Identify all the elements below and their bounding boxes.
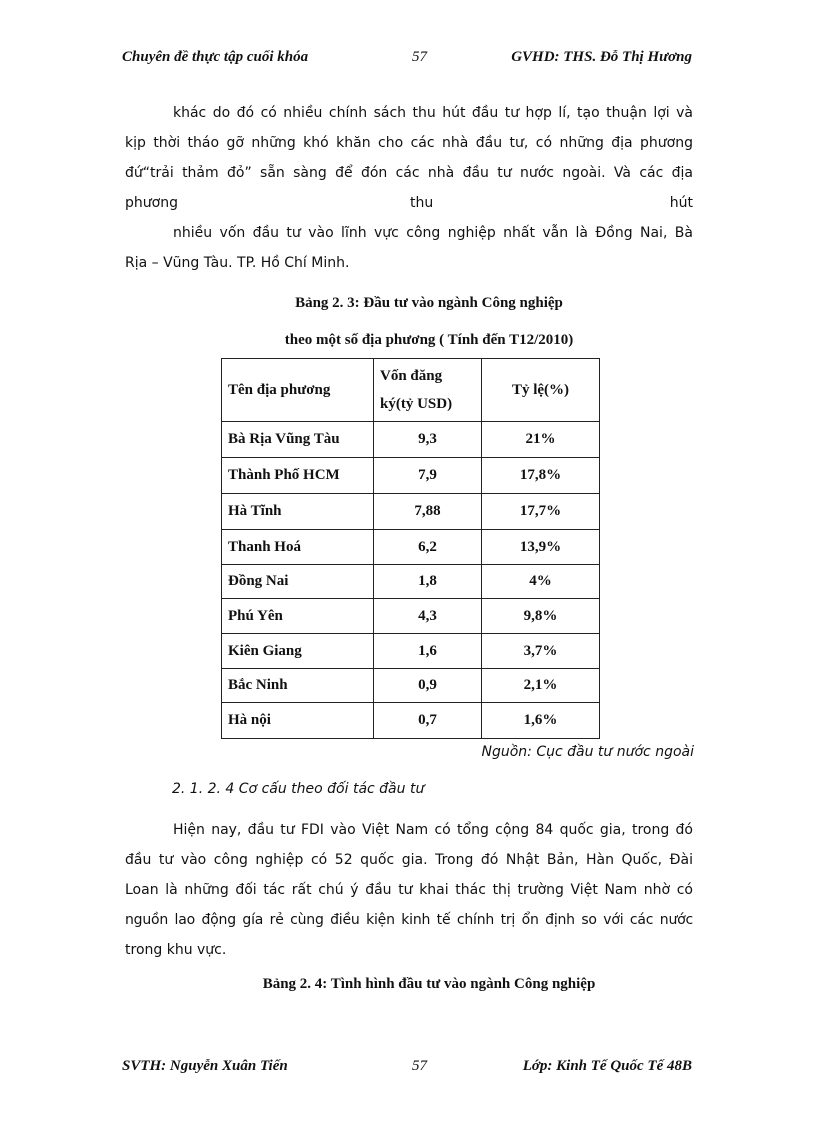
investment-by-province-table bbox=[221, 358, 600, 739]
paragraph-intro bbox=[125, 98, 693, 278]
text-line: Loan là những đối tác rất chú ý đầu tư khai thác thị trường Việt Nam nhờ có bbox=[125, 882, 693, 898]
column-header-capital-line1: Vốn đăng bbox=[380, 368, 443, 384]
cell-province: Phú Yên bbox=[222, 599, 374, 634]
table-row bbox=[222, 422, 600, 458]
cell-ratio: 4% bbox=[482, 565, 600, 599]
header-report-title: Chuyên đề thực tập cuối khóa bbox=[122, 49, 309, 65]
column-header-ratio: Tỷ lệ(%) bbox=[482, 359, 600, 422]
table-row bbox=[222, 458, 600, 494]
cell-capital: 9,3 bbox=[374, 422, 482, 458]
page-header bbox=[122, 49, 692, 71]
cell-capital: 0,9 bbox=[374, 669, 482, 703]
cell-capital: 4,3 bbox=[374, 599, 482, 634]
column-header-capital-line2: ký(tỷ USD) bbox=[380, 396, 453, 412]
cell-ratio: 1,6% bbox=[482, 703, 600, 739]
table1-source: Nguồn: Cục đầu tư nước ngoài bbox=[481, 744, 694, 760]
column-header-province: Tên địa phương bbox=[222, 359, 374, 422]
table-header-row bbox=[222, 359, 600, 422]
cell-province: Đồng Nai bbox=[222, 565, 374, 599]
section-heading: 2. 1. 2. 4 Cơ cấu theo đối tác đầu tư bbox=[172, 781, 425, 797]
cell-capital: 6,2 bbox=[374, 530, 482, 565]
cell-capital: 7,9 bbox=[374, 458, 482, 494]
cell-province: Bắc Ninh bbox=[222, 669, 374, 703]
table-row bbox=[222, 703, 600, 739]
table2-caption: Bảng 2. 4: Tình hình đầu tư vào ngành Công nghiệp bbox=[262, 976, 596, 992]
table-row bbox=[222, 669, 600, 703]
column-header-capital bbox=[374, 359, 482, 422]
paragraph-partners bbox=[125, 815, 693, 965]
text-line: trong khu vực. bbox=[125, 942, 227, 958]
cell-ratio: 2,1% bbox=[482, 669, 600, 703]
cell-capital: 0,7 bbox=[374, 703, 482, 739]
table-row bbox=[222, 634, 600, 669]
footer-student: SVTH: Nguyễn Xuân Tiến bbox=[122, 1058, 288, 1074]
word: hút bbox=[669, 195, 693, 211]
footer-class: Lớp: Kinh Tế Quốc Tế 48B bbox=[522, 1058, 692, 1074]
cell-province: Hà Tĩnh bbox=[222, 494, 374, 530]
cell-ratio: 17,8% bbox=[482, 458, 600, 494]
text-line-spread bbox=[125, 188, 693, 218]
table-row bbox=[222, 565, 600, 599]
footer-page-number: 57 bbox=[412, 1058, 427, 1074]
cell-province: Thành Phố HCM bbox=[222, 458, 374, 494]
page-footer bbox=[122, 1058, 692, 1080]
header-supervisor: GVHD: THS. Đỗ Thị Hương bbox=[511, 49, 692, 65]
cell-capital: 1,8 bbox=[374, 565, 482, 599]
table-row bbox=[222, 494, 600, 530]
table1-caption-line2: theo một số địa phương ( Tính đến T12/2010) bbox=[284, 332, 574, 348]
table1-caption-line1: Bảng 2. 3: Đầu tư vào ngành Công nghiệp bbox=[295, 295, 563, 311]
text-line: nhiều vốn đầu tư vào lĩnh vực công nghiệp nhất vẫn là Đồng Nai, Bà bbox=[173, 225, 693, 241]
cell-province: Thanh Hoá bbox=[222, 530, 374, 565]
text-line: nguồn lao động gía rẻ cùng điều kiện kinh tế chính trị ổn định so với các nước bbox=[125, 912, 693, 928]
text-line: kịp thời tháo gỡ những khó khăn cho các nhà đầu tư, có những địa phương bbox=[125, 135, 693, 151]
text-line: Hiện nay, đầu tư FDI vào Việt Nam có tổng cộng 84 quốc gia, trong đó bbox=[173, 822, 693, 838]
cell-capital: 7,88 bbox=[374, 494, 482, 530]
cell-ratio: 17,7% bbox=[482, 494, 600, 530]
text-line: đầu tư vào công nghiệp có 52 quốc gia. Trong đó Nhật Bản, Hàn Quốc, Đài bbox=[125, 852, 693, 868]
cell-ratio: 21% bbox=[482, 422, 600, 458]
cell-ratio: 13,9% bbox=[482, 530, 600, 565]
cell-ratio: 9,8% bbox=[482, 599, 600, 634]
cell-ratio: 3,7% bbox=[482, 634, 600, 669]
cell-province: Kiên Giang bbox=[222, 634, 374, 669]
cell-capital: 1,6 bbox=[374, 634, 482, 669]
word: phương bbox=[125, 195, 178, 211]
cell-province: Hà nội bbox=[222, 703, 374, 739]
text-line: đứ“trải thảm đỏ” sẵn sàng để đón các nhà đầu tư nước ngoài. Và các địa bbox=[125, 165, 693, 181]
cell-province: Bà Rịa Vũng Tàu bbox=[222, 422, 374, 458]
text-line: khác do đó có nhiều chính sách thu hút đầu tư hợp lí, tạo thuận lợi và bbox=[173, 105, 693, 121]
text-line: Rịa – Vũng Tàu. TP. Hồ Chí Minh. bbox=[125, 255, 350, 271]
header-page-number: 57 bbox=[412, 49, 427, 65]
table-row bbox=[222, 599, 600, 634]
table-row bbox=[222, 530, 600, 565]
word: thu bbox=[410, 195, 434, 211]
